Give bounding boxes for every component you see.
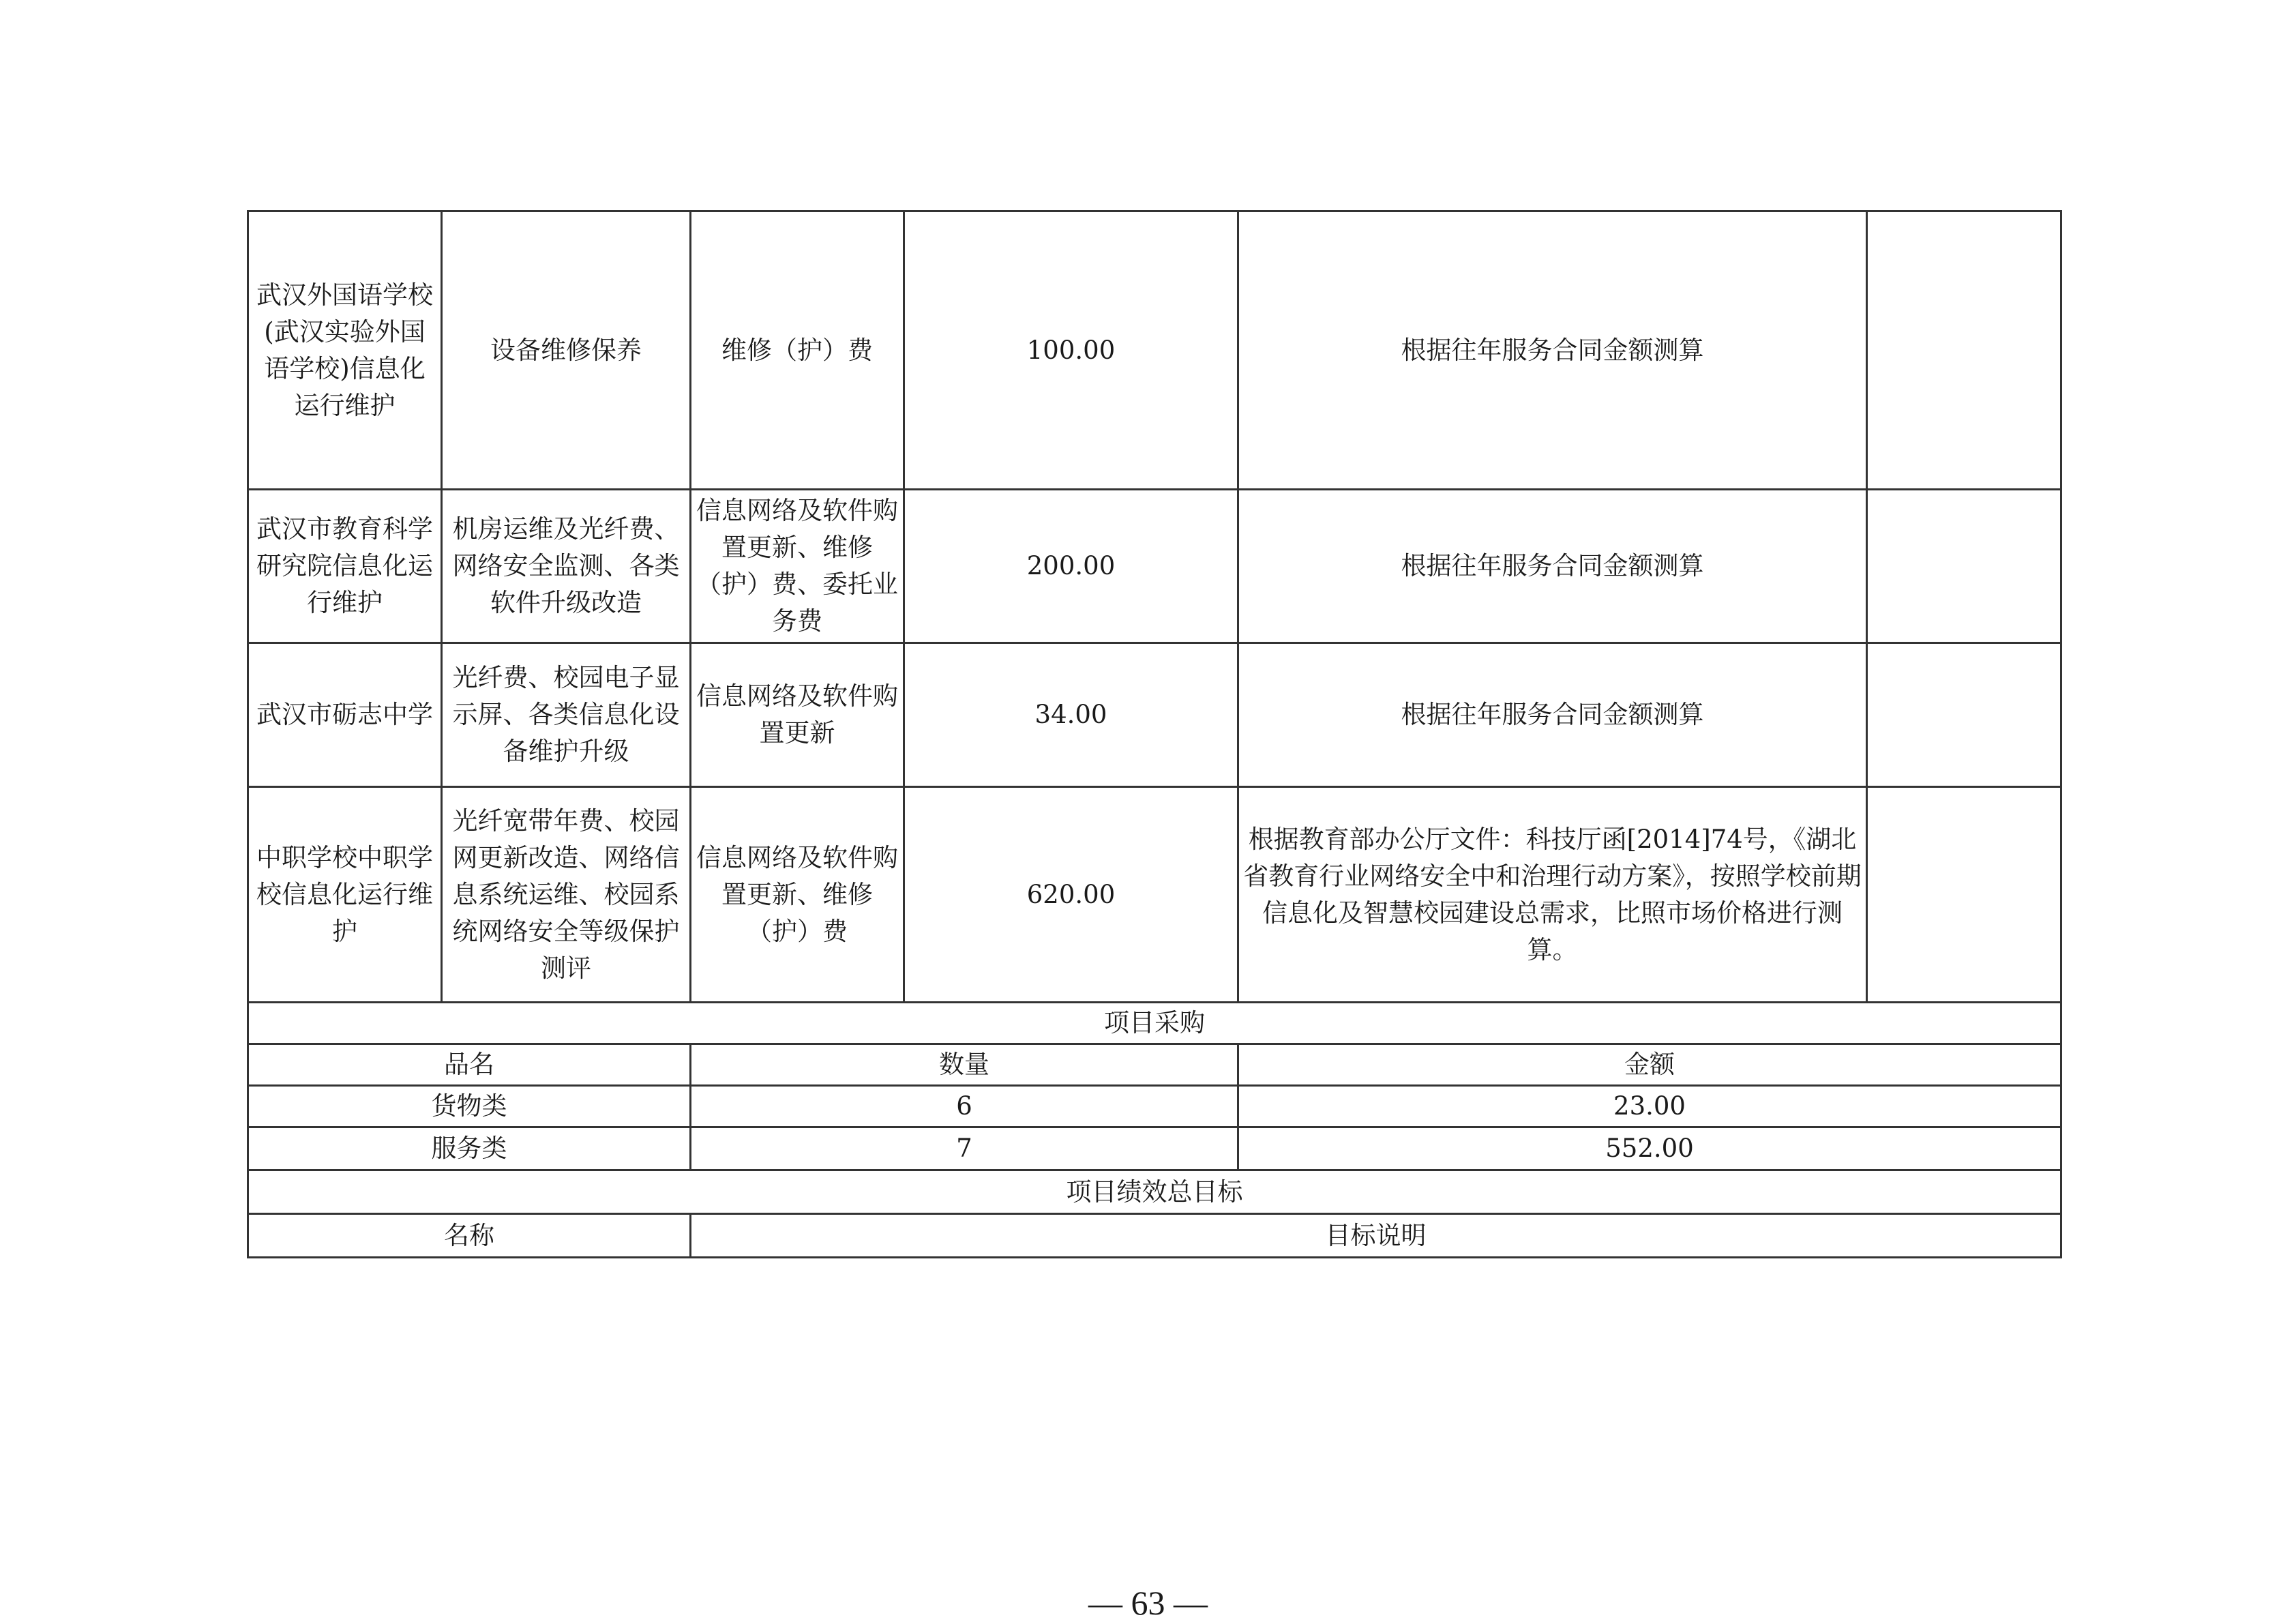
procurement-section-row [248,1003,2061,1044]
category-cell: 信息网络及软件购置更新、维修（护）费 [691,787,904,1003]
amount-cell: 100.00 [904,211,1238,490]
procurement-name-cell: 货物类 [248,1086,691,1127]
procurement-header-amount: 金额 [1238,1044,2061,1086]
procurement-amount-cell: 23.00 [1238,1086,2061,1127]
category-cell: 维修（护）费 [691,211,904,490]
content-cell: 机房运维及光纤费、网络安全监测、各类软件升级改造 [442,490,691,643]
table-row [248,643,2061,787]
basis-cell: 根据往年服务合同金额测算 [1238,211,1867,490]
remark-cell [1867,211,2061,490]
unit-cell: 武汉市教育科学研究院信息化运行维护 [248,490,442,643]
basis-cell: 根据往年服务合同金额测算 [1238,643,1867,787]
unit-cell: 武汉市砺志中学 [248,643,442,787]
procurement-quantity-cell: 7 [691,1127,1238,1170]
basis-cell: 根据往年服务合同金额测算 [1238,490,1867,643]
amount-cell: 200.00 [904,490,1238,643]
procurement-row [248,1086,2061,1127]
content-cell: 光纤费、校园电子显示屏、各类信息化设备维护升级 [442,643,691,787]
performance-header-name: 名称 [248,1214,691,1258]
table-row [248,211,2061,490]
content-cell: 设备维修保养 [442,211,691,490]
category-cell: 信息网络及软件购置更新、维修（护）费、委托业务费 [691,490,904,643]
procurement-header-name: 品名 [248,1044,691,1086]
procurement-amount-cell: 552.00 [1238,1127,2061,1170]
performance-header-description: 目标说明 [691,1214,2061,1258]
remark-cell [1867,787,2061,1003]
performance-section-title: 项目绩效总目标 [248,1170,2061,1214]
amount-cell: 34.00 [904,643,1238,787]
page-number: — 63 — [1088,1584,1208,1622]
procurement-header-quantity: 数量 [691,1044,1238,1086]
category-cell: 信息网络及软件购置更新 [691,643,904,787]
performance-header-row [248,1214,2061,1258]
table-row [248,787,2061,1003]
budget-table [247,210,2062,1258]
remark-cell [1867,490,2061,643]
amount-cell: 620.00 [904,787,1238,1003]
performance-section-row [248,1170,2061,1214]
procurement-quantity-cell: 6 [691,1086,1238,1127]
procurement-section-title: 项目采购 [248,1003,2061,1044]
procurement-name-cell: 服务类 [248,1127,691,1170]
basis-cell: 根据教育部办公厅文件：科技厅函[2014]74号，《湖北省教育行业网络安全中和治理行动方案》，按照学校前期信息化及智慧校园建设总需求，比照市场价格进行测算。 [1238,787,1867,1003]
unit-cell: 中职学校中职学校信息化运行维护 [248,787,442,1003]
table-row [248,490,2061,643]
procurement-header-row [248,1044,2061,1086]
content-cell: 光纤宽带年费、校园网更新改造、网络信息系统运维、校园系统网络安全等级保护测评 [442,787,691,1003]
unit-cell: 武汉外国语学校(武汉实验外国语学校)信息化运行维护 [248,211,442,490]
remark-cell [1867,643,2061,787]
procurement-row [248,1127,2061,1170]
